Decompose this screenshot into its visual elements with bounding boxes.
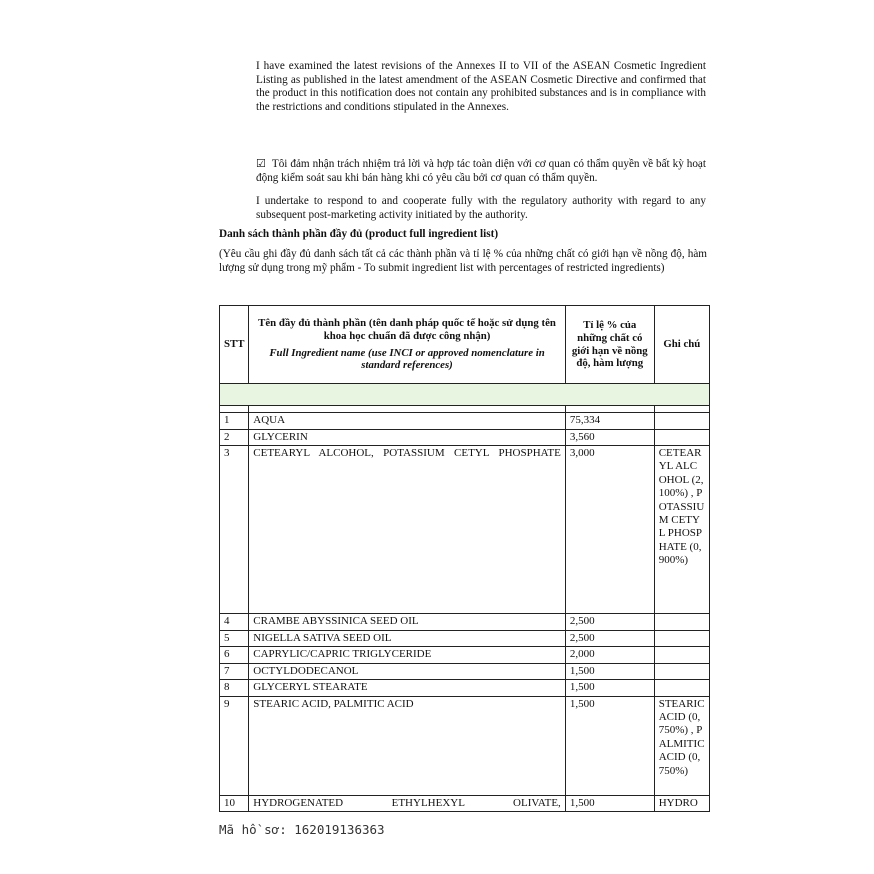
row-ingredient-name: GLYCERYL STEARATE [249, 680, 566, 697]
row-percentage: 1,500 [565, 795, 654, 812]
table-row [220, 429, 710, 446]
row-ingredient-name: GLYCERIN [249, 429, 566, 446]
row-stt: 6 [220, 647, 249, 664]
table-row [220, 614, 710, 631]
row-stt: 10 [220, 795, 249, 812]
table-header-row [220, 306, 710, 384]
row-stt: 5 [220, 630, 249, 647]
row-stt: 9 [220, 696, 249, 795]
row-note [654, 647, 709, 664]
table-row [220, 680, 710, 697]
undertake-text-vi: Tôi đảm nhận trách nhiệm trả lời và hợp tác toàn diện với cơ quan có thẩm quyền về bất kỳ hoạt động kiểm soát sau khi bán hàng khi có yêu cầu bởi cơ quan có thẩm quyền. [256, 158, 706, 184]
checked-checkbox-icon: ☑ [256, 157, 266, 170]
row-percentage: 75,334 [565, 413, 654, 430]
undertake-paragraph-vi [256, 157, 706, 185]
header-note: Ghi chú [654, 306, 709, 384]
row-stt: 8 [220, 680, 249, 697]
row-ingredient-name: NIGELLA SATIVA SEED OIL [249, 630, 566, 647]
row-stt: 4 [220, 614, 249, 631]
table-spacer-row [220, 406, 710, 413]
row-ingredient-name: CAPRYLIC/CAPRIC TRIGLYCERIDE [249, 647, 566, 664]
row-ingredient-name: CETEARYL ALCOHOL, POTASSIUM CETYL PHOSPHATE [249, 446, 566, 614]
row-percentage: 1,500 [565, 663, 654, 680]
row-percentage: 1,500 [565, 680, 654, 697]
row-stt: 7 [220, 663, 249, 680]
table-row [220, 413, 710, 430]
row-percentage: 1,500 [565, 696, 654, 795]
row-percentage: 2,500 [565, 614, 654, 631]
header-ingredient-name [249, 306, 566, 384]
record-number-footer: Mã hồ sơ: 162019136363 [219, 822, 385, 837]
row-note [654, 630, 709, 647]
row-stt: 2 [220, 429, 249, 446]
row-note [654, 614, 709, 631]
row-stt: 1 [220, 413, 249, 430]
header-percentage: Tỉ lệ % của những chất có giới hạn về nồng độ, hàm lượng [565, 306, 654, 384]
row-note: CETEARYL ALCOHOL (2,100%) , POTASSIUM CETYL PHOSPHATE (0,900%) [654, 446, 709, 614]
row-note [654, 429, 709, 446]
row-stt: 3 [220, 446, 249, 614]
row-ingredient-name: CRAMBE ABYSSINICA SEED OIL [249, 614, 566, 631]
row-percentage: 2,500 [565, 630, 654, 647]
header-name-en: Full Ingredient name (use INCI or approved nomenclature in standard references) [269, 346, 545, 372]
row-note: STEARIC ACID (0,750%) , PALMITIC ACID (0,750%) [654, 696, 709, 795]
row-ingredient-name: AQUA [249, 413, 566, 430]
table-band-row [220, 384, 710, 406]
undertake-paragraph-en: I undertake to respond to and cooperate fully with the regulatory authority with regard to any subsequent post-marketing activity initiated by the authority. [256, 195, 706, 221]
row-ingredient-name: STEARIC ACID, PALMITIC ACID [249, 696, 566, 795]
table-row [220, 795, 710, 812]
table-row [220, 696, 710, 795]
table-row [220, 647, 710, 664]
row-ingredient-name: HYDROGENATED ETHYLHEXYL OLIVATE, [249, 795, 566, 812]
table-row [220, 630, 710, 647]
declaration-paragraph-en: I have examined the latest revisions of the Annexes II to VII of the ASEAN Cosmetic Ingredient Listing as published in the latest amendment of the ASEAN Cosmetic Directive and confirmed that the product in this notification does not contain any prohibited substances and is in compliance with the restrictions and conditions stipulated in the Annexes. [256, 60, 706, 113]
table-row [220, 446, 710, 614]
header-stt: STT [220, 306, 249, 384]
row-percentage: 3,560 [565, 429, 654, 446]
ingredient-list-heading: Danh sách thành phần đầy đủ (product full ingredient list) [219, 228, 499, 240]
table-row [220, 663, 710, 680]
header-name-vi: Tên đầy đủ thành phần (tên danh pháp quốc tế hoặc sử dụng tên khoa học chuẩn đã được công nhận) [258, 317, 556, 342]
row-note [654, 413, 709, 430]
row-note [654, 663, 709, 680]
row-note [654, 680, 709, 697]
ingredient-table [219, 305, 710, 812]
row-note: HYDRO [654, 795, 709, 812]
ingredient-list-note: (Yêu cầu ghi đầy đủ danh sách tất cả các thành phần và tỉ lệ % của những chất có giới hạn về nồng độ, hàm lượng sử dụng trong mỹ phẩm - To submit ingredient list with percentages of restricted ingredients) [219, 248, 707, 274]
row-ingredient-name: OCTYLDODECANOL [249, 663, 566, 680]
row-percentage: 3,000 [565, 446, 654, 614]
row-percentage: 2,000 [565, 647, 654, 664]
